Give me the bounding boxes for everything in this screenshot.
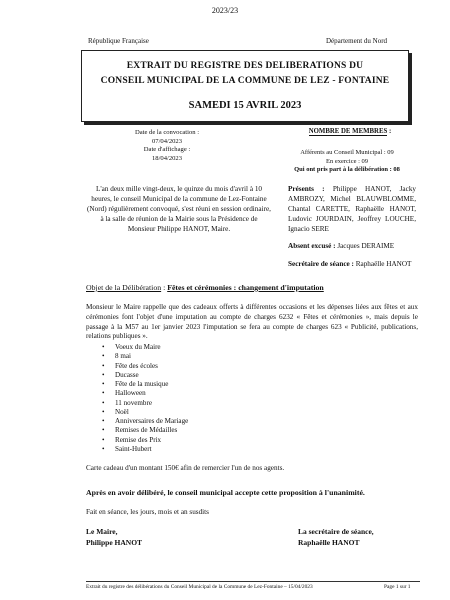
intro-paragraph: Monsieur le Maire rappelle que des cadeaux offerts à différentes occasions et les dépenses liées aux fêtes et aux cérémonies font l'objet d'une imputation au compte de charges 6232 « Fêtes et cérémonies », mais depuis le passage à la M57 au 1er janvier 2023 l'imputation se fera au compte de charges 623 « Publicité, publications, relations publiques ». <box>86 303 418 341</box>
mayor-name: Philippe HANOT <box>86 538 143 547</box>
present-label: Présents : <box>288 185 325 193</box>
republic-label: République Française <box>88 37 149 45</box>
present-block <box>288 184 416 234</box>
decision-line: Après en avoir délibéré, le conseil municipal accepte cette proposition à l'unanimité. <box>86 488 365 497</box>
affichage-label: Date d'affichage : <box>143 146 191 153</box>
dates-block <box>92 129 242 163</box>
list-item: • 8 mai <box>115 352 188 361</box>
title-line-2: CONSEIL MUNICIPAL DE LA COMMUNE DE LEZ - FONTAINE <box>100 76 390 86</box>
secretary-role: La secrétaire de séance, <box>298 527 374 536</box>
object-label: Objet de la Délibération <box>86 283 162 292</box>
secretary-label: Secrétaire de séance : <box>288 260 354 268</box>
list-item: • Halloween <box>115 389 188 398</box>
title-box <box>81 50 409 122</box>
members-heading-text: NOMBRE DE MEMBRES <box>308 128 388 135</box>
occasion-list <box>102 343 188 454</box>
members-heading-suffix: : <box>387 128 392 135</box>
title-line-1: EXTRAIT DU REGISTRE DES DELIBERATIONS DU <box>126 61 364 71</box>
footer-divider <box>86 581 420 582</box>
list-item: • Saint-Hubert <box>115 445 188 454</box>
secretary-signature-name: Raphaëlle HANOT <box>298 538 360 547</box>
meeting-date: SAMEDI 15 AVRIL 2023 <box>188 100 302 111</box>
mayor-signature <box>86 526 142 548</box>
list-item: • Remise des Prix <box>115 436 188 445</box>
members-heading <box>270 128 430 135</box>
footer-page: Page 1 sur 1 <box>384 584 411 590</box>
secretary-block <box>288 260 411 268</box>
secretary-signature <box>298 526 374 548</box>
object-value: Fêtes et cérémonies : changement d'imputation <box>167 283 324 292</box>
list-item: • Noël <box>115 408 188 417</box>
list-item: • Voeux du Maire <box>115 343 188 352</box>
secretary-name: Raphaëlle HANOT <box>355 260 412 268</box>
members-exercice: En exercice : 09 <box>325 157 369 165</box>
convocation-label: Date de la convocation : <box>134 129 200 136</box>
object-sep: : <box>161 283 168 292</box>
absent-block <box>288 242 394 250</box>
gift-line: Carte cadeau d'un montant 150€ afin de remercier l'un de nos agents. <box>86 464 285 472</box>
list-item: • Fête des écoles <box>115 362 188 371</box>
footer-text: Extrait du registre des délibérations du Conseil Municipal de la Commune de Lez-Fontaine – 15/04/2023 <box>86 584 313 590</box>
mayor-role: Le Maire, <box>86 527 118 536</box>
absent-names: Jacques DERAIME <box>337 242 395 250</box>
members-stats <box>252 149 442 175</box>
list-item: • Anniversaires de Mariage <box>115 417 188 426</box>
document-number: 2023/23 <box>211 6 239 15</box>
present-names: Philippe HANOT, Jacky AMBROZY, Michel BLAUWBLOMME, Chantal CARETTE, Raphaëlle HANOT, Ludovic JOURDAIN, Jeoffrey LOUCHE, Ignacio SERE <box>288 185 417 233</box>
list-item: • Fête de la musique <box>115 380 188 389</box>
department-label: Département du Nord <box>326 37 388 45</box>
list-item: • Ducasse <box>115 371 188 380</box>
list-item: • 11 novembre <box>115 399 188 408</box>
meeting-paragraph: L'an deux mille vingt-deux, le quinze du mois d'avril à 10 heures, le conseil Municipal de la commune de Lez-Fontaine (Nord) régulièrement convoqué, s'est réuni en session ordinaire, à la salle de réunion de la Mairie sous la Présidence de Monsieur Philippe HANOT, Maire. <box>87 185 271 233</box>
list-item: • Remises de Médailles <box>115 426 188 435</box>
absent-label: Absent excusé : <box>288 242 336 250</box>
affichage-value: 18/04/2023 <box>151 154 183 162</box>
object-line <box>86 283 324 292</box>
members-participe: Qui ont pris part à la délibération : 08 <box>294 166 400 174</box>
convocation-value: 07/04/2023 <box>151 137 183 145</box>
members-afferents: Afférents au Conseil Municipal : 09 <box>300 149 394 156</box>
place-line: Fait en séance, les jours, mois et an susdits <box>86 508 209 516</box>
